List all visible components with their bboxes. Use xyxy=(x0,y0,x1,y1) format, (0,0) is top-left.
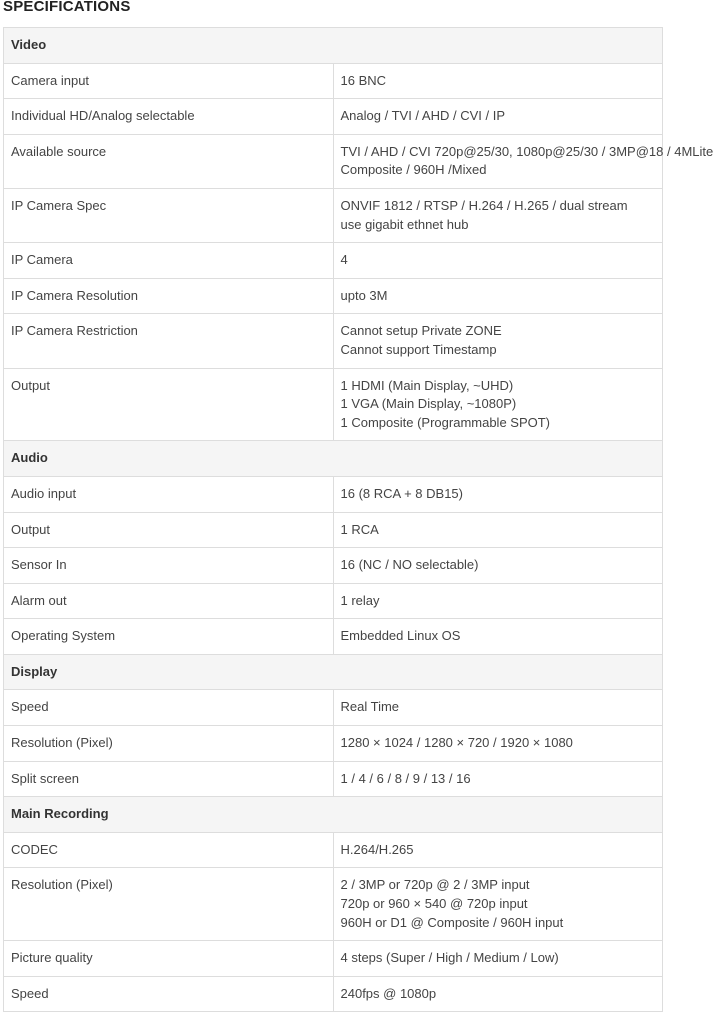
spec-label: Audio input xyxy=(4,476,334,512)
spec-label: Camera input xyxy=(4,63,334,99)
spec-label: Speed xyxy=(4,690,334,726)
spec-value-line: 1280 × 1024 / 1280 × 720 / 1920 × 1080 xyxy=(340,735,573,751)
spec-value-line: 4 steps (Super / High / Medium / Low) xyxy=(340,950,559,966)
spec-value-line: Cannot setup Private ZONE xyxy=(340,323,502,339)
spec-label: CODEC xyxy=(4,832,334,868)
spec-row xyxy=(4,619,663,655)
section-title: Display xyxy=(4,654,663,690)
page-title: SPECIFICATIONS xyxy=(3,0,131,15)
spec-value-line: use gigabit ethnet hub xyxy=(340,216,469,232)
spec-label: Speed xyxy=(4,976,334,1012)
specifications-table xyxy=(3,27,713,1012)
spec-row xyxy=(4,832,663,868)
spec-value-line: 720p or 960 × 540 @ 720p input xyxy=(340,896,528,912)
spec-label: IP Camera Spec xyxy=(4,188,334,242)
spec-row xyxy=(4,941,663,977)
section-title: Main Recording xyxy=(4,797,663,833)
spec-value xyxy=(333,512,663,548)
spec-row xyxy=(4,368,663,441)
spec-row xyxy=(4,761,663,797)
spec-label: Available source xyxy=(4,134,334,188)
spec-value xyxy=(333,278,663,314)
spec-row xyxy=(4,99,663,135)
spec-value xyxy=(333,243,663,279)
spec-row xyxy=(4,976,663,1012)
spec-row xyxy=(4,188,663,242)
spec-value-line: 16 (8 RCA + 8 DB15) xyxy=(340,485,463,501)
spec-value-line: Analog / TVI / AHD / CVI / IP xyxy=(340,108,505,124)
spec-value-line: Cannot support Timestamp xyxy=(340,341,497,357)
spec-value-line: 1 HDMI (Main Display, ~UHD) xyxy=(340,377,514,393)
spec-value xyxy=(333,868,663,941)
spec-value-line: 1 RCA xyxy=(340,521,379,537)
spec-value-line: 16 BNC xyxy=(340,72,387,88)
spec-value-line: 1 Composite (Programmable SPOT) xyxy=(340,414,551,430)
specifications-table-body xyxy=(4,28,713,1012)
section-header-row xyxy=(4,28,663,64)
spec-label: Alarm out xyxy=(4,583,334,619)
spec-value-line: 16 (NC / NO selectable) xyxy=(340,557,479,573)
spec-value-line: 2 / 3MP or 720p @ 2 / 3MP input xyxy=(340,877,530,893)
spec-value xyxy=(333,63,663,99)
spec-label: Output xyxy=(4,368,334,441)
section-header-row xyxy=(4,441,663,477)
spec-value xyxy=(333,726,663,762)
spec-label: Split screen xyxy=(4,761,334,797)
spec-value-line: 240fps @ 1080p xyxy=(340,985,437,1001)
spec-row xyxy=(4,314,663,368)
section-header-row xyxy=(4,797,663,833)
spec-label: IP Camera xyxy=(4,243,334,279)
spec-value xyxy=(333,619,663,655)
spec-value xyxy=(333,832,663,868)
spec-value xyxy=(333,761,663,797)
section-title: Video xyxy=(4,28,663,64)
spec-label: Resolution (Pixel) xyxy=(4,868,334,941)
spec-value-line: 1 VGA (Main Display, ~1080P) xyxy=(340,396,517,412)
spec-row xyxy=(4,243,663,279)
spec-value xyxy=(333,976,663,1012)
spec-label: Sensor In xyxy=(4,548,334,584)
spec-value-line: 1 / 4 / 6 / 8 / 9 / 13 / 16 xyxy=(340,770,471,786)
section-header-row xyxy=(4,654,663,690)
spec-value-line: upto 3M xyxy=(340,287,388,303)
spec-value-line: H.264/H.265 xyxy=(340,841,414,857)
spec-value xyxy=(333,314,663,368)
spec-label: Operating System xyxy=(4,619,334,655)
spec-value-line: 4 xyxy=(340,252,348,268)
spec-value xyxy=(333,134,713,188)
spec-value xyxy=(333,188,663,242)
spec-row xyxy=(4,726,663,762)
spec-row xyxy=(4,690,663,726)
spec-label: Resolution (Pixel) xyxy=(4,726,334,762)
spec-value-line: Embedded Linux OS xyxy=(340,628,461,644)
spec-value-line: 1 relay xyxy=(340,592,380,608)
spec-value-line: Composite / 960H /Mixed xyxy=(340,162,487,178)
spec-row xyxy=(4,278,663,314)
spec-label: Individual HD/Analog selectable xyxy=(4,99,334,135)
spec-label: Picture quality xyxy=(4,941,334,977)
spec-label: IP Camera Resolution xyxy=(4,278,334,314)
spec-value-line: ONVIF 1812 / RTSP / H.264 / H.265 / dual stream xyxy=(340,197,628,213)
spec-row xyxy=(4,868,663,941)
spec-value xyxy=(333,99,663,135)
spec-row xyxy=(4,63,663,99)
spec-value xyxy=(333,476,663,512)
spec-row xyxy=(4,548,663,584)
spec-value xyxy=(333,548,663,584)
spec-value-line: Real Time xyxy=(340,699,400,715)
spec-value xyxy=(333,583,663,619)
spec-row xyxy=(4,476,663,512)
spec-row xyxy=(4,512,663,548)
spec-label: Output xyxy=(4,512,334,548)
spec-value-line: TVI / AHD / CVI 720p@25/30, 1080p@25/30 / 3MP@18 / 4MLite xyxy=(340,143,713,159)
spec-label: IP Camera Restriction xyxy=(4,314,334,368)
spec-row xyxy=(4,134,663,188)
spec-value xyxy=(333,690,663,726)
spec-row xyxy=(4,583,663,619)
spec-value xyxy=(333,941,663,977)
spec-value-line: 960H or D1 @ Composite / 960H input xyxy=(340,914,564,930)
section-title: Audio xyxy=(4,441,663,477)
spec-value xyxy=(333,368,663,441)
